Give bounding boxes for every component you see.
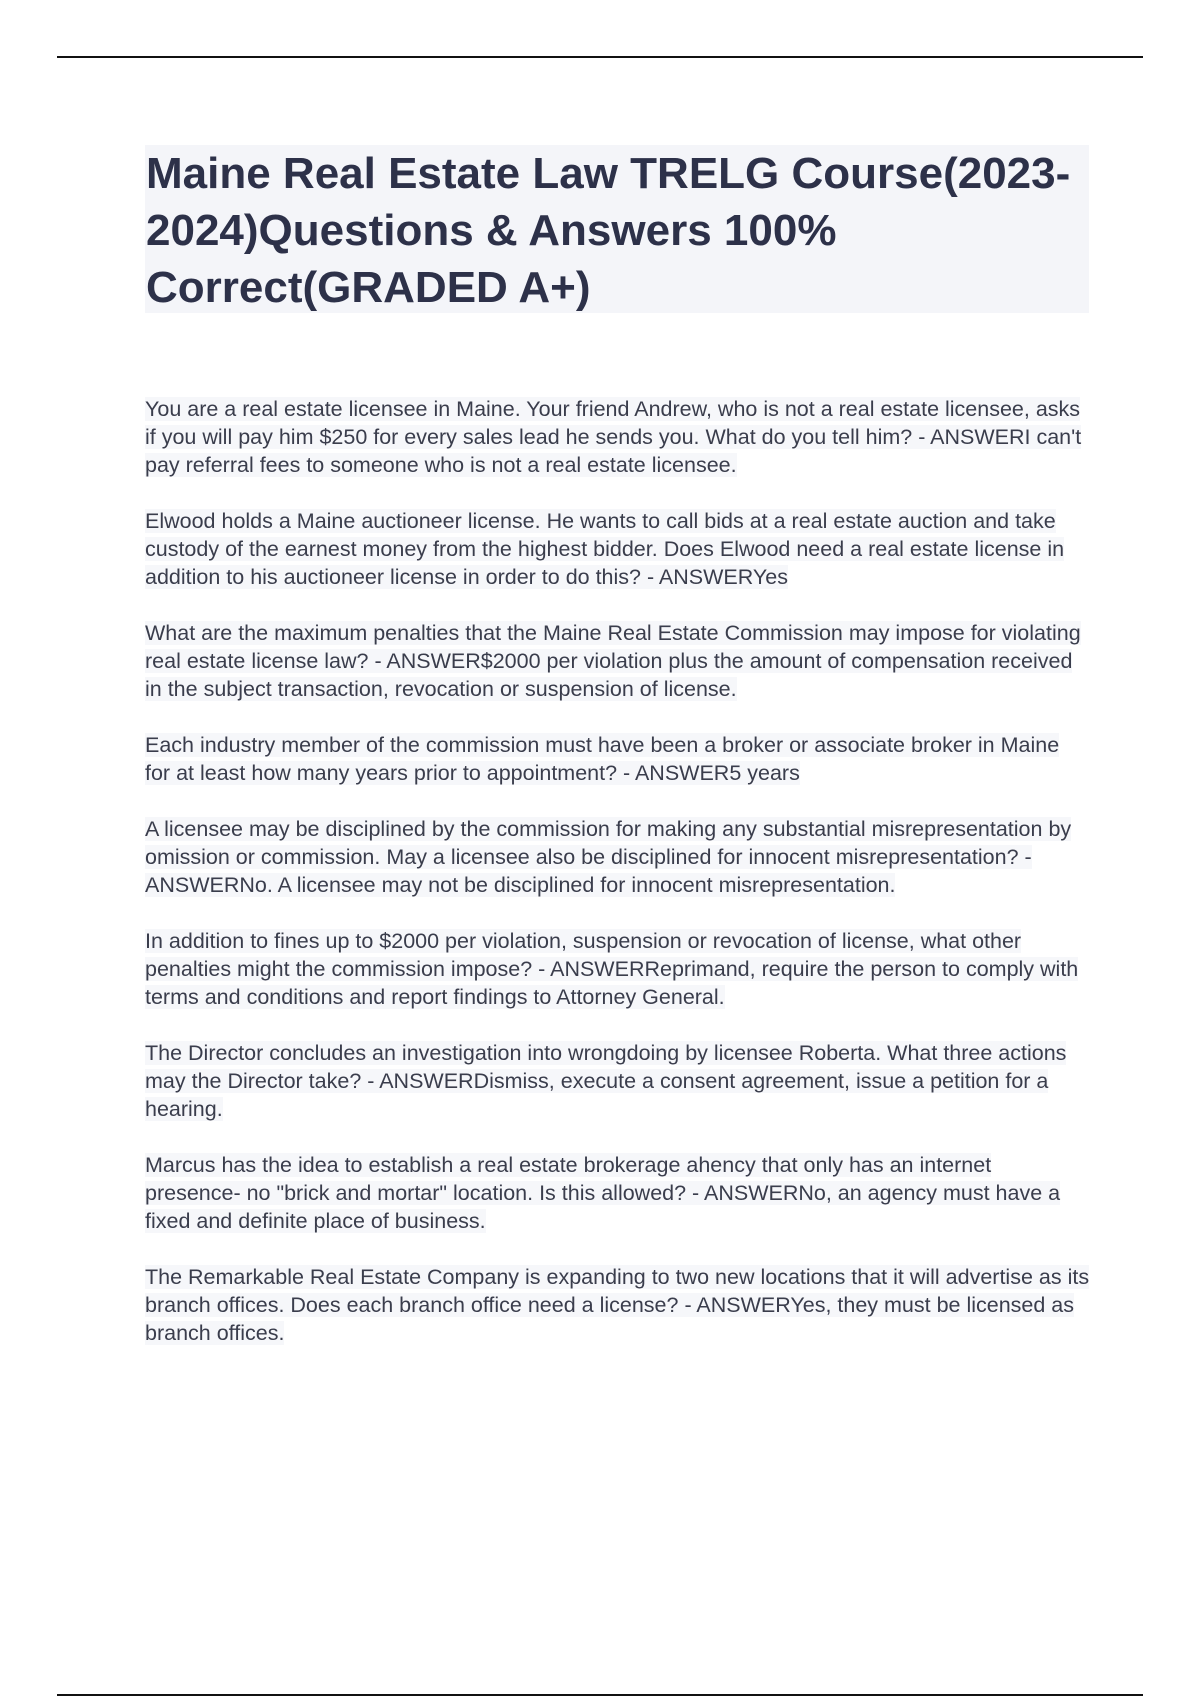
bottom-rule xyxy=(57,1694,1143,1696)
qa-text: The Remarkable Real Estate Company is expanding to two new locations that it will advertise as its branch offices. Does each branch office need a license? - ANSWERYes, they must be licensed as branch offices. xyxy=(145,1265,1090,1345)
qa-item xyxy=(145,395,1090,479)
qa-item xyxy=(145,1039,1090,1123)
qa-item xyxy=(145,1151,1090,1235)
qa-text: A licensee may be disciplined by the commission for making any substantial misrepresentation by omission or commission. May a licensee also be disciplined for innocent misrepresentation? - ANSWERNo. A licensee may not be disciplined for innocent misrepresentation. xyxy=(145,817,1072,897)
top-rule xyxy=(57,56,1143,58)
qa-list xyxy=(145,395,1090,1375)
document-title: Maine Real Estate Law TRELG Course(2023-2024)Questions & Answers 100% Correct(GRADED A+) xyxy=(146,149,1071,312)
qa-text: What are the maximum penalties that the Maine Real Estate Commission may impose for violating real estate license law? - ANSWER$2000 per violation plus the amount of compensation received in the subject transaction, revocation or suspension of license. xyxy=(145,621,1081,701)
qa-item xyxy=(145,927,1090,1011)
qa-item xyxy=(145,731,1090,787)
qa-text: The Director concludes an investigation into wrongdoing by licensee Roberta. What three actions may the Director take? - ANSWERDismiss, execute a consent agreement, issue a petition for a hearing. xyxy=(145,1041,1067,1121)
qa-text: You are a real estate licensee in Maine. Your friend Andrew, who is not a real estate licensee, asks if you will pay him $250 for every sales lead he sends you. What do you tell him? - ANSWERI can't pay referral fees to someone who is not a real estate licensee. xyxy=(145,397,1082,477)
qa-text: In addition to fines up to $2000 per violation, suspension or revocation of license, what other penalties might the commission impose? - ANSWERReprimand, require the person to comply with terms and conditions and report findings to Attorney General. xyxy=(145,929,1079,1009)
qa-text: Marcus has the idea to establish a real estate brokerage ahency that only has an internet presence- no "brick and mortar" location. Is this allowed? - ANSWERNo, an agency must have a fixed and definite place of business. xyxy=(145,1153,1061,1233)
qa-text: Elwood holds a Maine auctioneer license. He wants to call bids at a real estate auction and take custody of the earnest money from the highest bidder. Does Elwood need a real estate license in addition to his auctioneer license in order to do this? - ANSWERYes xyxy=(145,509,1065,589)
qa-item xyxy=(145,815,1090,899)
qa-text: Each industry member of the commission must have been a broker or associate broker in Maine for at least how many years prior to appointment? - ANSWER5 years xyxy=(145,733,1060,785)
title-block xyxy=(145,145,1089,313)
qa-item xyxy=(145,619,1090,703)
qa-item xyxy=(145,507,1090,591)
qa-item xyxy=(145,1263,1090,1347)
